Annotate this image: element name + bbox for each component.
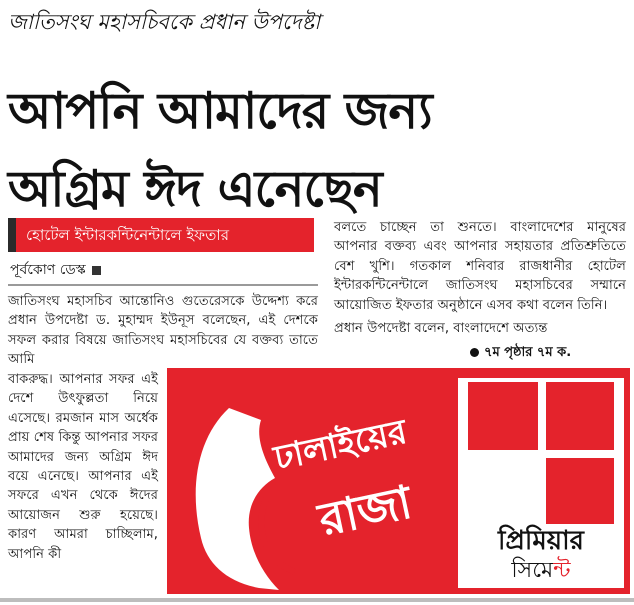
byline [10, 260, 101, 280]
headline-line-2: অগ্রিম ঈদ এনেছেন [8, 160, 382, 218]
square-bullet-icon [92, 266, 101, 275]
brand-panel [458, 378, 624, 588]
article-paragraph: প্রধান উপদেষ্টা বলেন, বাংলাদেশে অত্যন্ত [334, 321, 548, 337]
continued-text: ৭ম পৃষ্ঠার ৭ম ক. [484, 345, 572, 360]
article-column-2 [334, 218, 626, 338]
ad-slogan-bottom: রাজা [314, 474, 417, 547]
headline-line-1: আপনি আমাদের জন্য [8, 82, 432, 140]
bullet-icon [470, 348, 479, 357]
brand-subtitle: সিমেন্ট [511, 558, 571, 583]
flexed-arm-logo [167, 368, 457, 594]
byline-text: পূর্বকোণ ডেস্ক [10, 262, 86, 278]
brand-name: প্রিমিয়ার [498, 526, 584, 556]
arm-band-icon [262, 484, 296, 572]
article-column-1-continued: বাকরুদ্ধ। আপনার সফর এই দেশে উৎফুল্লতা নিয়ে এসেছে। রমজান মাস অর্ধেক প্রায় শেষ কিন্তু আপনার সফর আমাদের জন্য অগ্রিম ঈদ বয়ে এনেছে। আপনার এই সফরে এখন থেকে ঈদের আয়োজন শুরু হয়েছে। কারণ আমরা চাচ্ছিলাম, আপনি কী [8, 372, 158, 562]
premier-grid-logo-icon [468, 382, 614, 524]
subhead-bar: হোটেল ইন্টারকন্টিনেন্টালে ইফতার [8, 218, 314, 252]
advertisement[interactable] [167, 368, 630, 594]
headline [8, 72, 628, 228]
kicker: জাতিসংঘ মহাসচিবকে প্রধান উপদেষ্টা [8, 10, 321, 34]
page-bottom-rule [0, 598, 634, 602]
continued-note [470, 344, 571, 362]
article-column-1-lead: জাতিসংঘ মহাসচিব আন্তোনিও গুতেরেসকে উদ্দেশ্য করে প্রধান উপদেষ্টা ড. মুহাম্মদ ইউনূস বলেছেন, এই দেশকে সফল করার বিষয়ে জাতিসংঘ মহাসচিবের যে বক্তব্য তাতে আমি [8, 294, 318, 368]
divider [8, 284, 318, 286]
article-paragraph: বলতে চাচ্ছেন তা শুনতে। বাংলাদেশের মানুষের আপনার বক্তব্য এবং আপনার সহায়তার প্রতিশ্রুতিতে বেশ খুশি। গতকাল শনিবার রাজধানীর হোটেল ইন্টারকন্টিনেন্টালে জাতিসংঘ মহাসচিবের সম্মানে আয়োজিত ইফতার অনুষ্ঠানে এসব কথা বলেন তিনি। [334, 220, 626, 313]
ad-slogan-top: ঢালাইয়ের [270, 411, 411, 479]
